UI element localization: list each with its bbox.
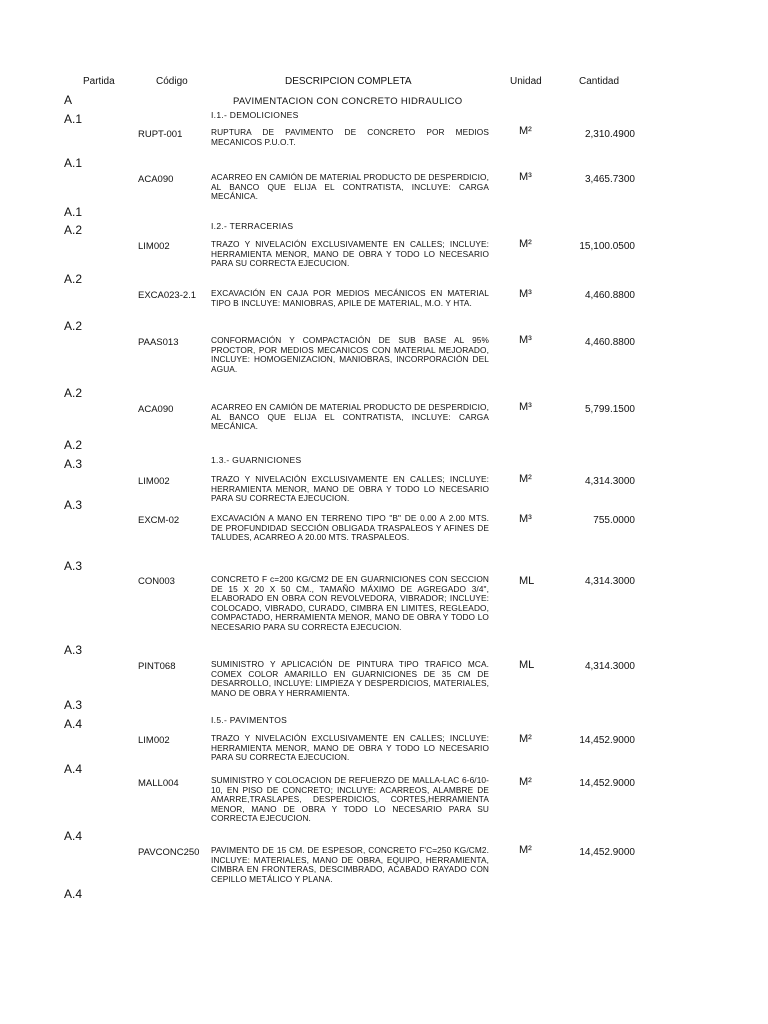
partida-label: A.3 xyxy=(64,559,83,573)
section-heading: 1.3.- GUARNICIONES xyxy=(211,455,302,465)
partida-label: A.4 xyxy=(64,829,83,843)
item-description: RUPTURA DE PAVIMENTO DE CONCRETO POR MEDIOS MECANICOS P.U.O.T. xyxy=(211,127,489,147)
item-quantity: 4,314.3000 xyxy=(584,576,635,587)
item-code: EXCM-02 xyxy=(138,515,180,526)
partida-label: A.3 xyxy=(64,698,83,712)
item-description: CONFORMACIÓN Y COMPACTACIÓN DE SUB BASE AL 95% PROCTOR, POR MEDIOS MECANICOS CON MATERIAL MEJORADO, INCLUYE: HOMOGENIZACION, MANIOBRAS, INCORPORACIÓN DEL AGUA. xyxy=(211,335,489,374)
item-unit: M³ xyxy=(519,334,532,346)
item-code: LIM002 xyxy=(138,476,170,487)
partida-label: A.1 xyxy=(64,156,83,170)
item-quantity: 4,314.3000 xyxy=(584,476,635,487)
partida-label: A.4 xyxy=(64,717,83,731)
item-quantity: 4,460.8800 xyxy=(584,290,635,301)
item-quantity: 5,799.1500 xyxy=(584,404,635,415)
item-quantity: 14,452.9000 xyxy=(579,847,635,858)
item-quantity: 14,452.9000 xyxy=(579,778,635,789)
document-title: PAVIMENTACION CON CONCRETO HIDRAULICO xyxy=(233,96,463,107)
item-code: PAAS013 xyxy=(138,337,179,348)
partida-label: A.2 xyxy=(64,386,83,400)
item-unit: M³ xyxy=(519,513,532,525)
item-description: ACARREO EN CAMIÓN DE MATERIAL PRODUCTO DE DESPERDICIO, AL BANCO QUE ELIJA EL CONTRATISTA, INCLUYE: CARGA MECÁNICA. xyxy=(211,172,489,202)
item-code: LIM002 xyxy=(138,735,170,746)
item-quantity: 3,465.7300 xyxy=(584,174,635,185)
item-description: PAVIMENTO DE 15 CM. DE ESPESOR, CONCRETO F'C=250 KG/CM2. INCLUYE: MATERIALES, MANO DE OBRA, EQUIPO, HERRAMIENTA, CIMBRA EN FRONTERAS, DESCIMBRADO, ACABADO RAYADO CON CEPILLO METÁLICO Y PLANA. xyxy=(211,845,489,884)
item-unit: M² xyxy=(519,125,532,137)
item-code: PINT068 xyxy=(138,661,176,672)
item-description: EXCAVACIÓN EN CAJA POR MEDIOS MECÁNICOS EN MATERIAL TIPO B INCLUYE: MANIOBRAS, APILE DE MATERIAL, M.O. Y HTA. xyxy=(211,288,489,308)
partida-label: A xyxy=(64,93,73,107)
item-code: RUPT-001 xyxy=(138,129,183,140)
partida-label: A.4 xyxy=(64,887,83,901)
item-description: TRAZO Y NIVELACIÓN EXCLUSIVAMENTE EN CALLES; INCLUYE: HERRAMIENTA MENOR, MANO DE OBRA Y TODO LO NECESARIO PARA SU CORRECTA EJECUCION. xyxy=(211,239,489,269)
item-description: ACARREO EN CAMIÓN DE MATERIAL PRODUCTO DE DESPERDICIO, AL BANCO QUE ELIJA EL CONTRATISTA, INCLUYE: CARGA MECÁNICA. xyxy=(211,402,489,432)
header-unidad: Unidad xyxy=(510,76,542,87)
header-cantidad: Cantidad xyxy=(579,76,620,87)
section-heading: I.1.- DEMOLICIONES xyxy=(211,110,299,120)
item-description: EXCAVACIÓN A MANO EN TERRENO TIPO "B" DE 0.00 A 2.00 MTS. DE PROFUNDIDAD SECCIÓN OBLIGADA TRASPALEOS Y AFINES DE TALUDES, ACARREO A 20.00 MTS. TRASPALEOS. xyxy=(211,513,489,543)
item-code: MALL004 xyxy=(138,778,179,789)
partida-label: A.1 xyxy=(64,205,83,219)
item-quantity: 15,100.0500 xyxy=(579,241,635,252)
item-quantity: 4,460.8800 xyxy=(584,337,635,348)
item-description: SUMINISTRO Y COLOCACION DE REFUERZO DE MALLA-LAC 6-6/10-10, EN PISO DE CONCRETO; INCLUYE: ACARREOS, ALAMBRE DE AMARRE,TRASLAPES, DESPERDICIOS, CORTES,HERRAMIENTA MENOR, MANO DE OBRA Y TODO LO NECESARIO PARA SU CORRECTA EJECUCION. xyxy=(211,775,489,824)
item-code: PAVCONC250 xyxy=(138,847,200,858)
section-heading: I.2.- TERRACERIAS xyxy=(211,221,294,231)
partida-label: A.2 xyxy=(64,438,83,452)
item-unit: M² xyxy=(519,473,532,485)
section-heading: I.5.- PAVIMENTOS xyxy=(211,715,288,725)
header-descripcion: DESCRIPCION COMPLETA xyxy=(285,76,412,87)
item-code: ACA090 xyxy=(138,404,174,415)
header-codigo: Código xyxy=(156,76,188,87)
item-code: EXCA023-2.1 xyxy=(138,290,197,301)
partida-label: A.1 xyxy=(64,112,83,126)
partida-label: A.4 xyxy=(64,762,83,776)
item-quantity: 14,452.9000 xyxy=(579,735,635,746)
item-quantity: 2,310.4900 xyxy=(584,129,635,140)
item-description: TRAZO Y NIVELACIÓN EXCLUSIVAMENTE EN CALLES; INCLUYE: HERRAMIENTA MENOR, MANO DE OBRA Y TODO LO NECESARIO PARA SU CORRECTA EJECUCION. xyxy=(211,474,489,504)
partida-label: A.3 xyxy=(64,643,83,657)
item-description: SUMINISTRO Y APLICACIÓN DE PINTURA TIPO TRAFICO MCA. COMEX COLOR AMARILLO EN GUARNICIONES DE 35 CM DE DESARROLLO, INCLUYE: LIMPIEZA Y DESPERDICIOS, MATERIALES, MANO DE OBRA Y HERRAMIENTA. xyxy=(211,659,489,698)
partida-label: A.2 xyxy=(64,272,83,286)
item-description: CONCRETO F c=200 KG/CM2 DE EN GUARNICIONES CON SECCION DE 15 X 20 X 50 CM., TAMAÑO MÁXIMO DE AGREGADO 3/4", ELABORADO EN OBRA CON REVOLVEDORA, VIBRADOR; INCLUYE: COLOCADO, VIBRADO, CURADO, CIMBRA EN LIMITES, REGLEADO, COMPACTADO, HERRAMIENTA MENOR, MANO DE OBRA Y TODO LO NECESARIO PARA SU CORRECTA EJECUCION. xyxy=(211,574,489,632)
item-unit: ML xyxy=(519,575,535,587)
item-quantity: 755.0000 xyxy=(593,515,635,526)
item-code: ACA090 xyxy=(138,174,174,185)
item-unit: M³ xyxy=(519,171,532,183)
item-code: CON003 xyxy=(138,576,175,587)
item-unit: M² xyxy=(519,238,532,250)
header-partida: Partida xyxy=(83,76,115,87)
item-unit: ML xyxy=(519,659,535,671)
partida-label: A.3 xyxy=(64,457,83,471)
item-description: TRAZO Y NIVELACIÓN EXCLUSIVAMENTE EN CALLES; INCLUYE: HERRAMIENTA MENOR, MANO DE OBRA Y TODO LO NECESARIO PARA SU CORRECTA EJECUCION. xyxy=(211,733,489,763)
partida-label: A.2 xyxy=(64,319,83,333)
item-quantity: 4,314.3000 xyxy=(584,661,635,672)
item-code: LIM002 xyxy=(138,241,170,252)
partida-label: A.3 xyxy=(64,498,83,512)
item-unit: M³ xyxy=(519,288,532,300)
item-unit: M³ xyxy=(519,401,532,413)
item-unit: M² xyxy=(519,844,532,856)
partida-label: A.2 xyxy=(64,223,83,237)
item-unit: M² xyxy=(519,776,532,788)
item-unit: M² xyxy=(519,733,532,745)
